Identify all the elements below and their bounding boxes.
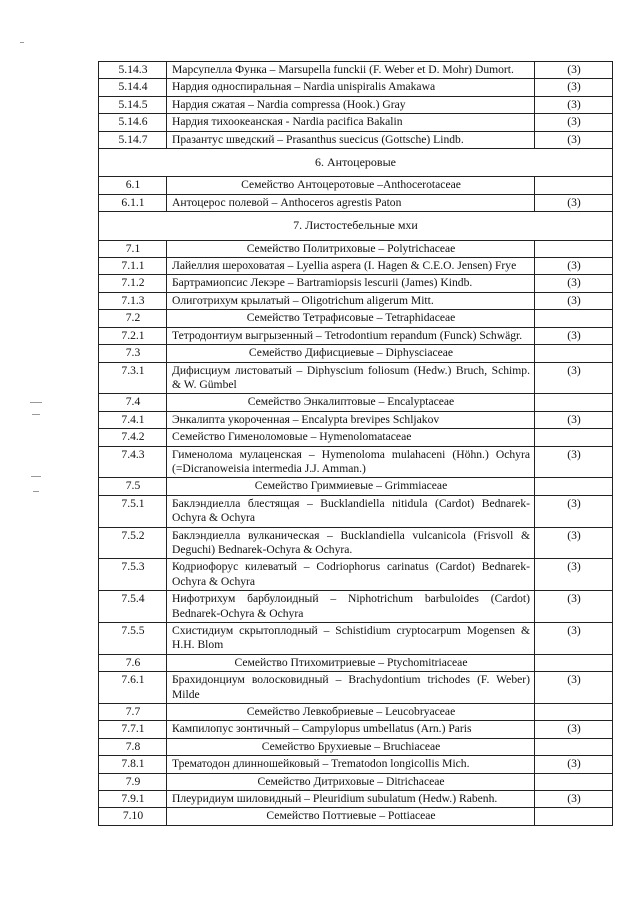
status-category: (3): [535, 591, 613, 623]
species-row: [99, 527, 613, 559]
species-row: [99, 623, 613, 655]
row-number: 5.14.5: [99, 96, 167, 113]
species-row: [99, 114, 613, 131]
status-category: [535, 654, 613, 671]
status-category: [535, 704, 613, 721]
species-table: [98, 61, 613, 826]
section-heading-row: [99, 149, 613, 177]
row-number: 7.7.1: [99, 721, 167, 738]
species-name: Схистидиум скрытоплодный – Schistidium cryptocarpum Mogensen & H.H. Blom: [167, 623, 535, 655]
status-category: [535, 478, 613, 495]
row-number: 7.1.1: [99, 258, 167, 275]
species-name: Тетродонтиум выгрызенный – Tetrodontium repandum (Funck) Schwägr.: [167, 327, 535, 344]
section-heading: 7. Листостебельные мхи: [99, 212, 613, 240]
species-name: Бартрамиопсис Лекэре – Bartramiopsis lescurii (James) Kindb.: [167, 275, 535, 292]
species-name: Кампилопус зонтичный – Campylopus umbellatus (Arn.) Paris: [167, 721, 535, 738]
species-name: Марсупелла Функа – Marsupella funckii (F. Weber et D. Mohr) Dumort.: [167, 62, 535, 79]
row-number: 7.1.3: [99, 292, 167, 309]
family-row: [99, 808, 613, 825]
family-row: [99, 773, 613, 790]
species-row: [99, 591, 613, 623]
status-category: (3): [535, 79, 613, 96]
scan-speck: [31, 476, 41, 477]
species-row: [99, 495, 613, 527]
family-row: [99, 177, 613, 194]
status-category: (3): [535, 114, 613, 131]
species-row: [99, 721, 613, 738]
section-heading-row: [99, 212, 613, 240]
family-row: [99, 478, 613, 495]
species-row: [99, 131, 613, 148]
row-number: 7.5.1: [99, 495, 167, 527]
row-number: 7.3.1: [99, 362, 167, 394]
row-number: 5.14.4: [99, 79, 167, 96]
family-name: Семейство Гименоломовые – Hymenolomataceae: [167, 429, 535, 446]
row-number: 7.9: [99, 773, 167, 790]
family-row: [99, 654, 613, 671]
row-number: 7.8: [99, 738, 167, 755]
species-row: [99, 194, 613, 211]
family-name: Семейство Энкалиптовые – Encalyptaceae: [167, 394, 535, 411]
species-row: [99, 756, 613, 773]
status-category: (3): [535, 411, 613, 428]
family-name: Семейство Гриммиевые – Grimmiaceae: [167, 478, 535, 495]
row-number: 7.6: [99, 654, 167, 671]
family-name: Семейство Дитриховые – Ditrichaceae: [167, 773, 535, 790]
status-category: (3): [535, 362, 613, 394]
row-number: 7.3: [99, 345, 167, 362]
status-category: (3): [535, 131, 613, 148]
row-number: 7.1: [99, 240, 167, 257]
status-category: (3): [535, 327, 613, 344]
species-row: [99, 292, 613, 309]
status-category: [535, 240, 613, 257]
section-heading: 6. Антоцеровые: [99, 149, 613, 177]
species-name: Брахидонциум волосковидный – Brachydontium trichodes (F. Weber) Milde: [167, 672, 535, 704]
family-row: [99, 704, 613, 721]
status-category: (3): [535, 292, 613, 309]
species-row: [99, 791, 613, 808]
row-number: 7.2.1: [99, 327, 167, 344]
row-number: 6.1: [99, 177, 167, 194]
species-name: Празантус шведский – Prasanthus suecicus (Gottsche) Lindb.: [167, 131, 535, 148]
family-row: [99, 738, 613, 755]
species-name: Плеуридиум шиловидный – Pleuridium subulatum (Hedw.) Rabenh.: [167, 791, 535, 808]
status-category: (3): [535, 672, 613, 704]
species-name: Антоцерос полевой – Anthoceros agrestis Paton: [167, 194, 535, 211]
row-number: 6.1.1: [99, 194, 167, 211]
status-category: (3): [535, 258, 613, 275]
species-name: Лайеллия шероховатая – Lyellia aspera (I. Hagen & C.E.O. Jensen) Frye: [167, 258, 535, 275]
species-row: [99, 275, 613, 292]
status-category: (3): [535, 62, 613, 79]
species-row: [99, 258, 613, 275]
row-number: 7.2: [99, 310, 167, 327]
family-name: Семейство Брухиевые – Bruchiaceae: [167, 738, 535, 755]
species-name: Нардия односпиральная – Nardia unispiralis Amakawa: [167, 79, 535, 96]
scan-speck: [20, 42, 24, 43]
species-row: [99, 79, 613, 96]
row-number: 7.9.1: [99, 791, 167, 808]
row-number: 5.14.7: [99, 131, 167, 148]
scan-speck: [33, 491, 39, 492]
status-category: (3): [535, 446, 613, 478]
row-number: 7.7: [99, 704, 167, 721]
species-name: Гименолома мулаценская – Hymenoloma mulahaceni (Höhn.) Ochyra (=Dicranoweisia intermedia J.J. Amman.): [167, 446, 535, 478]
family-row: [99, 310, 613, 327]
status-category: (3): [535, 623, 613, 655]
status-category: [535, 345, 613, 362]
row-number: 7.4.2: [99, 429, 167, 446]
species-row: [99, 96, 613, 113]
status-category: [535, 738, 613, 755]
row-number: 7.5: [99, 478, 167, 495]
row-number: 7.5.3: [99, 559, 167, 591]
row-number: 7.5.5: [99, 623, 167, 655]
species-name: Нардия сжатая – Nardia compressa (Hook.) Gray: [167, 96, 535, 113]
species-table-body: [99, 62, 613, 826]
species-name: Олиготрихум крылатый – Oligotrichum aligerum Mitt.: [167, 292, 535, 309]
status-category: [535, 808, 613, 825]
status-category: (3): [535, 756, 613, 773]
status-category: [535, 773, 613, 790]
family-name: Семейство Левкобриевые – Leucobryaceae: [167, 704, 535, 721]
scan-speck: [32, 414, 40, 415]
status-category: (3): [535, 791, 613, 808]
family-row: [99, 345, 613, 362]
row-number: 7.8.1: [99, 756, 167, 773]
status-category: (3): [535, 275, 613, 292]
species-name: Энкалипта укороченная – Encalypta brevipes Schljakov: [167, 411, 535, 428]
family-row: [99, 240, 613, 257]
species-row: [99, 411, 613, 428]
status-category: [535, 429, 613, 446]
species-row: [99, 327, 613, 344]
species-name: Баклэндиелла вулканическая – Bucklandiella vulcanicola (Frisvoll & Deguchi) Bednarek-Ochyra & Ochyra.: [167, 527, 535, 559]
species-name: Кодриофорус килеватый – Codriophorus carinatus (Cardot) Bednarek-Ochyra & Ochyra: [167, 559, 535, 591]
species-name: Дифисциум листоватый – Diphyscium foliosum (Hedw.) Bruch, Schimp. & W. Gümbel: [167, 362, 535, 394]
species-name: Нифотрихум барбулоидный – Niphotrichum barbuloides (Cardot) Bednarek-Ochyra & Ochyra: [167, 591, 535, 623]
family-name: Семейство Тетрафисовые – Tetraphidaceae: [167, 310, 535, 327]
row-number: 7.4: [99, 394, 167, 411]
scan-speck: [30, 402, 42, 403]
status-category: [535, 177, 613, 194]
family-row: [99, 394, 613, 411]
row-number: 5.14.6: [99, 114, 167, 131]
row-number: 7.5.2: [99, 527, 167, 559]
row-number: 5.14.3: [99, 62, 167, 79]
family-name: Семейство Политриховые – Polytrichaceae: [167, 240, 535, 257]
status-category: (3): [535, 721, 613, 738]
species-row: [99, 62, 613, 79]
species-row: [99, 362, 613, 394]
status-category: (3): [535, 194, 613, 211]
status-category: [535, 310, 613, 327]
species-name: Нардия тихоокеанская - Nardia pacifica Bakalin: [167, 114, 535, 131]
status-category: (3): [535, 559, 613, 591]
status-category: (3): [535, 96, 613, 113]
family-name: Семейство Антоцеротовые –Anthocerotaceae: [167, 177, 535, 194]
status-category: (3): [535, 527, 613, 559]
row-number: 7.4.1: [99, 411, 167, 428]
family-name: Семейство Дифисциевые – Diphysciaceae: [167, 345, 535, 362]
species-row: [99, 559, 613, 591]
status-category: [535, 394, 613, 411]
species-row: [99, 446, 613, 478]
family-name: Семейство Поттиевые – Pottiaceae: [167, 808, 535, 825]
species-name: Баклэндиелла блестящая – Bucklandiella nitidula (Cardot) Bednarek-Ochyra & Ochyra: [167, 495, 535, 527]
family-name: Семейство Птихомитриевые – Ptychomitriaceae: [167, 654, 535, 671]
species-row: [99, 672, 613, 704]
row-number: 7.5.4: [99, 591, 167, 623]
family-row: [99, 429, 613, 446]
status-category: (3): [535, 495, 613, 527]
species-name: Трематодон длинношейковый – Trematodon longicollis Mich.: [167, 756, 535, 773]
row-number: 7.6.1: [99, 672, 167, 704]
row-number: 7.4.3: [99, 446, 167, 478]
row-number: 7.10: [99, 808, 167, 825]
row-number: 7.1.2: [99, 275, 167, 292]
